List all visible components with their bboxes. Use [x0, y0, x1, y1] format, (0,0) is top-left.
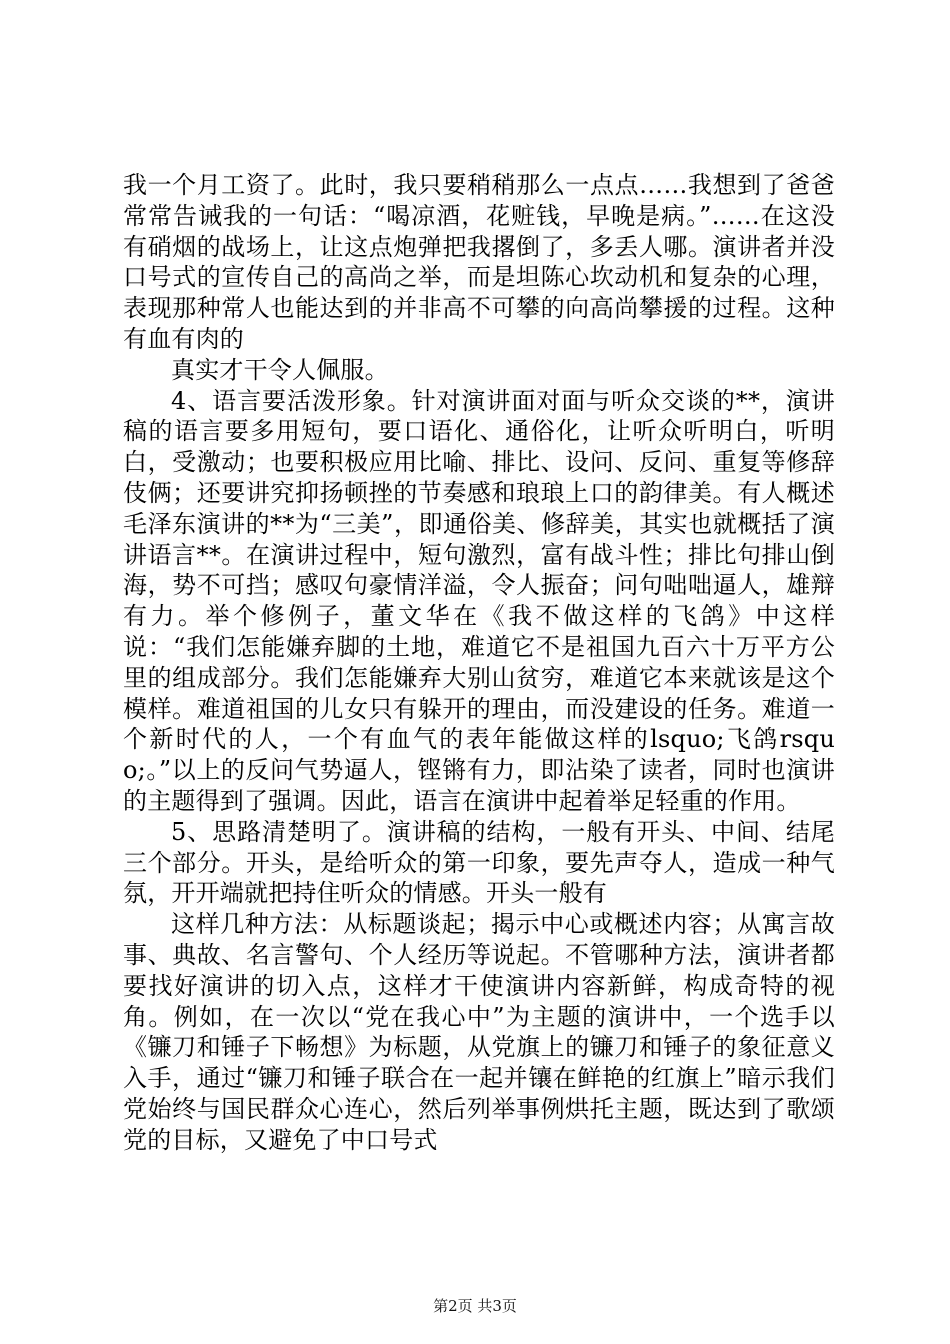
paragraph-opening-methods: 这样几种方法：从标题谈起；揭示中心或概述内容；从寓言故事、典故、名言警句、个人经历等说起。不管哪种方法，演讲者都要找好演讲的切入点，这样才干使演讲内容新鲜，构成奇特的视角。例如，在一次以“党在我心中”为主题的演讲中，一个选手以《镰刀和锤子下畅想》为标题，从党旗上的镰刀和锤子的象征意义入手，通过“镰刀和锤子联合在一起并镶在鲜艳的红旗上”暗示我们党始终与国民群众心连心，然后列举事例烘托主题，既达到了歌颂党的目标，又避免了中口号式: [123, 910, 835, 1154]
paragraph-point-4: 4、语言要活泼形象。针对演讲面对面与听众交谈的**，演讲稿的语言要多用短句，要口语化、通俗化，让听众听明白，听明白，受激动；也要积极应用比喻、排比、设问、反问、重复等修辞伎俩；还要讲究抑扬顿挫的节奏感和琅琅上口的韵律美。有人概述毛泽东演讲的**为“三美”，即通俗美、修辞美，其实也就概括了演讲语言**。在演讲过程中，短句激烈，富有战斗性；排比句排山倒海，势不可挡；感叹句豪情洋溢，令人振奋；问句咄咄逼人，雄辩有力。举个修例子，董文华在《我不做这样的飞鸽》中这样说：“我们怎能嫌弃脚的土地，难道它不是祖国九百六十万平方公里的组成部分。我们怎能嫌弃大别山贫穷，难道它本来就该是这个模样。难道祖国的儿女只有躲开的理由，而没建设的任务。难道一个新时代的人，一个有血气的表年能做这样的lsquo;飞鸽rsquo;。”以上的反问气势逼人，铿锵有力，即沾染了读者，同时也演讲的主题得到了强调。因此，语言在演讲中起着举足轻重的作用。: [123, 386, 835, 815]
paragraph-continuation: 我一个月工资了。此时，我只要稍稍那么一点点……我想到了爸爸常常告诫我的一句话：“喝凉酒，花赃钱，早晚是病。”……在这没有硝烟的战场上，让这点炮弹把我撂倒了，多丢人哪。演讲者并没口号式的宣传自己的高尚之举，而是坦陈心坎动机和复杂的心理，表现那种常人也能达到的并非高不可攀的向高尚攀援的过程。这种有血有肉的: [123, 171, 835, 353]
paragraph-continuation-end: 真实才干令人佩服。: [171, 355, 389, 384]
page-number-footer: 第2页 共3页: [433, 1297, 517, 1315]
document-body: [123, 170, 835, 1156]
paragraph-point-5: 5、思路清楚明了。演讲稿的结构，一般有开头、中间、结尾三个部分。开头，是给听众的第一印象，要先声夺人，造成一种气氛，开开端就把持住听众的情感。开头一般有: [123, 817, 835, 908]
